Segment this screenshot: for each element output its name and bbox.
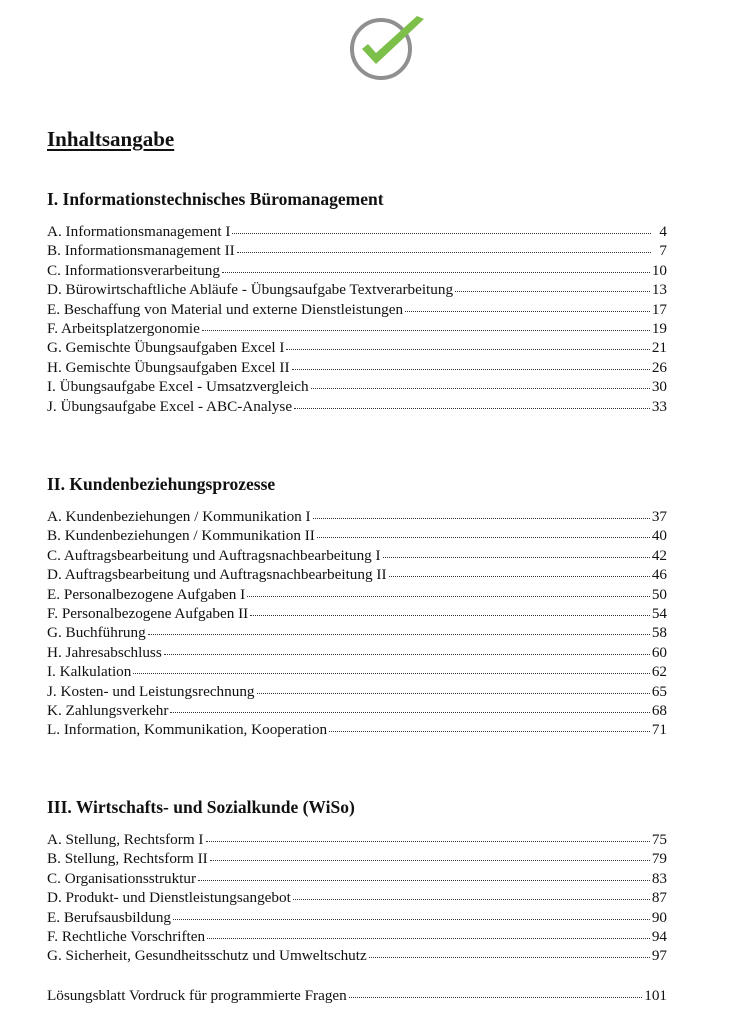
dot-leader [210, 859, 650, 861]
dot-leader [317, 536, 650, 538]
toc-entry-page: 90 [651, 908, 667, 926]
toc-entry [47, 888, 667, 907]
toc-entry-page: 97 [651, 947, 667, 965]
toc-entry [47, 986, 667, 1005]
toc-entry-page: 13 [651, 281, 667, 299]
toc-entry [47, 300, 667, 319]
toc-entry-page: 83 [651, 869, 667, 887]
toc-entry-page: 60 [651, 643, 667, 661]
dot-leader [222, 271, 650, 273]
toc-entry-page: 10 [651, 261, 667, 279]
dot-leader [349, 996, 642, 998]
toc-list [47, 507, 667, 740]
toc-entry [47, 830, 667, 849]
toc-entry-page: 37 [651, 508, 667, 525]
toc-entry-page: 54 [651, 604, 667, 622]
dot-leader [389, 575, 650, 577]
toc-entry [47, 565, 667, 584]
dot-leader [237, 251, 651, 253]
page-title: Inhaltsangabe [47, 127, 175, 151]
toc-entry [47, 222, 667, 241]
toc-entry-page: 7 [659, 242, 667, 260]
toc-entry-page: 40 [651, 527, 667, 545]
section-heading: I. Informationstechnisches Büromanagement [47, 189, 384, 209]
dot-leader [455, 290, 650, 292]
toc-entry-label: H. Gemischte Übungsaufgaben Excel II [47, 358, 290, 376]
toc-entry [47, 261, 667, 280]
toc-entry-page: 71 [651, 721, 667, 739]
toc-entry-page: 58 [651, 624, 667, 642]
toc-entry [47, 946, 667, 965]
dot-leader [198, 879, 650, 881]
dot-leader [294, 407, 650, 409]
toc-entry-label: F. Personalbezogene Aufgaben II [47, 604, 249, 622]
dot-leader [405, 310, 650, 312]
toc-entry [47, 358, 667, 377]
toc-entry-label: G. Gemischte Übungsaufgaben Excel I [47, 339, 285, 357]
dot-leader [164, 653, 650, 655]
checkmark-circle-icon [348, 13, 430, 83]
toc-entry-label: I. Übungsaufgabe Excel - Umsatzvergleich [47, 378, 309, 396]
dot-leader [383, 556, 650, 558]
dot-leader [293, 898, 650, 900]
toc-entry-page: 46 [651, 566, 667, 584]
toc-entry-page: 75 [651, 831, 667, 848]
toc-entry-page: 65 [651, 682, 667, 700]
dot-leader [173, 918, 650, 920]
toc-entry-label: I. Kalkulation [47, 663, 132, 681]
toc-entry-label: F. Arbeitsplatzergonomie [47, 319, 200, 337]
toc-entry-label: D. Bürowirtschaftliche Abläufe - Übungsaufgabe Textverarbeitung [47, 281, 454, 299]
toc-entry-label: C. Informationsverarbeitung [47, 261, 220, 279]
toc-entry [47, 643, 667, 662]
toc-entry [47, 241, 667, 260]
toc-entry [47, 604, 667, 623]
toc-entry [47, 507, 667, 526]
dot-leader [206, 840, 650, 842]
toc-entry-label: B. Informationsmanagement II [47, 242, 235, 260]
toc-entry-label: Lösungsblatt Vordruck für programmierte Fragen [47, 987, 347, 1004]
toc-entry [47, 908, 667, 927]
toc-entry-label: F. Rechtliche Vorschriften [47, 927, 206, 945]
section-heading: III. Wirtschafts- und Sozialkunde (WiSo) [47, 797, 355, 817]
toc-entry-label: J. Kosten- und Leistungsrechnung [47, 682, 255, 700]
toc-entry-page: 19 [651, 319, 667, 337]
dot-leader [313, 517, 650, 519]
toc-entry-label: D. Auftragsbearbeitung und Auftragsnachbearbeitung II [47, 566, 387, 584]
dot-leader [170, 711, 649, 713]
toc-entry-page: 50 [651, 585, 667, 603]
toc-entry [47, 849, 667, 868]
toc-entry-page: 17 [651, 300, 667, 318]
toc-entry-label: G. Sicherheit, Gesundheitsschutz und Umweltschutz [47, 947, 367, 965]
toc-entry-page: 21 [651, 339, 667, 357]
toc-entry-label: L. Information, Kommunikation, Kooperation [47, 721, 328, 739]
dot-leader [202, 329, 650, 331]
toc-entry-page: 68 [651, 701, 667, 719]
toc-list [47, 222, 667, 416]
toc-entry-page: 87 [651, 889, 667, 907]
toc-entry-page: 4 [659, 223, 667, 240]
toc-entry [47, 662, 667, 681]
dot-leader [250, 614, 650, 616]
toc-list [47, 830, 667, 966]
dot-leader [257, 692, 650, 694]
toc-entry-label: B. Stellung, Rechtsform II [47, 850, 208, 868]
toc-entry-label: E. Beschaffung von Material und externe Dienstleistungen [47, 300, 404, 318]
toc-entry-label: H. Jahresabschluss [47, 643, 162, 661]
toc-entry [47, 397, 667, 416]
toc-entry-label: A. Stellung, Rechtsform I [47, 831, 204, 848]
toc-entry [47, 377, 667, 396]
dot-leader [247, 595, 650, 597]
toc-entry-page: 94 [651, 927, 667, 945]
toc-entry-page: 33 [651, 397, 667, 415]
toc-entry-label: J. Übungsaufgabe Excel - ABC-Analyse [47, 397, 293, 415]
toc-entry-page: 79 [651, 850, 667, 868]
toc-entry-page: 42 [651, 546, 667, 564]
dot-leader [286, 348, 649, 350]
toc-entry [47, 546, 667, 565]
toc-entry [47, 927, 667, 946]
dot-leader [148, 633, 650, 635]
toc-entry-label: A. Informationsmanagement I [47, 223, 231, 240]
toc-entry [47, 280, 667, 299]
toc-entry [47, 701, 667, 720]
toc-entry-label: C. Auftragsbearbeitung und Auftragsnachbearbeitung I [47, 546, 381, 564]
dot-leader [311, 387, 650, 389]
toc-entry [47, 526, 667, 545]
toc-section-1 [47, 188, 667, 416]
toc-entry-label: D. Produkt- und Dienstleistungsangebot [47, 889, 291, 907]
section-heading: II. Kundenbeziehungsprozesse [47, 474, 276, 494]
dot-leader [232, 232, 651, 234]
dot-leader [369, 956, 650, 958]
toc-entry-page: 30 [651, 378, 667, 396]
toc-entry-page: 101 [644, 987, 667, 1004]
toc-entry [47, 720, 667, 739]
dot-leader [207, 937, 650, 939]
toc-section-3 [47, 796, 667, 966]
dot-leader [133, 672, 649, 674]
toc-entry-label: E. Personalbezogene Aufgaben I [47, 585, 246, 603]
toc-entry [47, 338, 667, 357]
toc-entry [47, 682, 667, 701]
toc-entry-label: A. Kundenbeziehungen / Kommunikation I [47, 508, 311, 525]
toc-entry [47, 623, 667, 642]
toc-footer [47, 986, 667, 1005]
dot-leader [292, 368, 650, 370]
toc-entry [47, 585, 667, 604]
toc-entry-label: E. Berufsausbildung [47, 908, 172, 926]
toc-entry-page: 62 [651, 663, 667, 681]
toc-entry [47, 319, 667, 338]
toc-entry-label: G. Buchführung [47, 624, 146, 642]
toc-entry [47, 869, 667, 888]
toc-entry-label: B. Kundenbeziehungen / Kommunikation II [47, 527, 315, 545]
toc-entry-label: K. Zahlungsverkehr [47, 701, 169, 719]
toc-entry-label: C. Organisationsstruktur [47, 869, 197, 887]
toc-section-2 [47, 473, 667, 740]
toc-entry-page: 26 [651, 358, 667, 376]
dot-leader [329, 730, 650, 732]
